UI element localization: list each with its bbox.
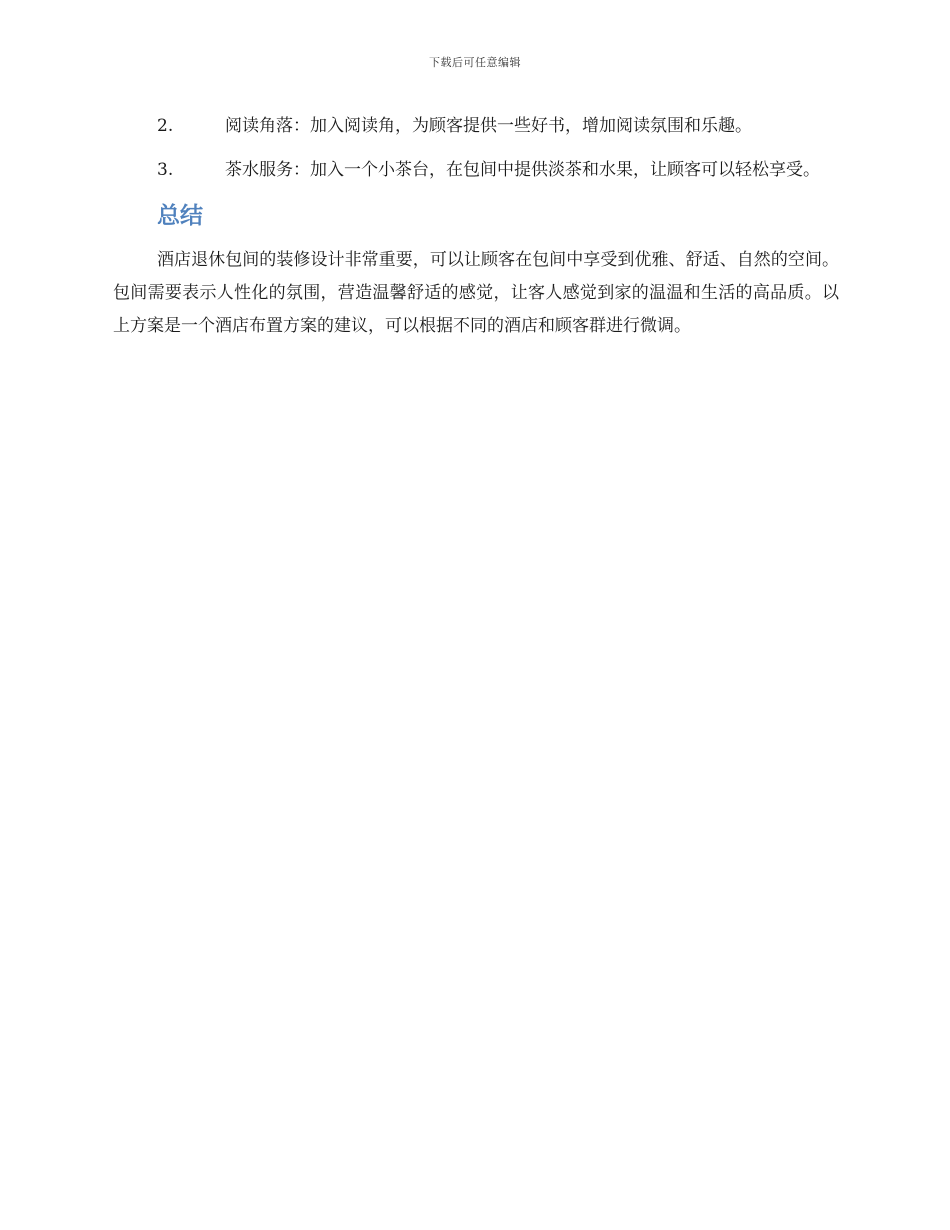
- list-item-text: 茶水服务：加入一个小茶台，在包间中提供淡茶和水果，让顾客可以轻松享受。: [225, 160, 820, 180]
- list-item-number: 2.: [157, 116, 174, 136]
- header-note: 下载后可任意编辑: [429, 56, 521, 69]
- list-item-number: 3.: [157, 160, 174, 180]
- list-item-text: 阅读角落：加入阅读角，为顾客提供一些好书，增加阅读氛围和乐趣。: [225, 116, 752, 136]
- summary-paragraph: 酒店退休包间的装修设计非常重要，可以让顾客在包间中享受到优雅、舒适、自然的空间。包间需要表示人性化的氛围，营造温馨舒适的感觉，让客人感觉到家的温温和生活的高品质。以上方案是一个酒店布置方案的建议，可以根据不同的酒店和顾客群进行微调。: [113, 250, 839, 336]
- document-body: [113, 110, 839, 343]
- list-item: [113, 154, 839, 187]
- list-item: [113, 110, 839, 143]
- section-title-summary: 总结: [157, 203, 203, 229]
